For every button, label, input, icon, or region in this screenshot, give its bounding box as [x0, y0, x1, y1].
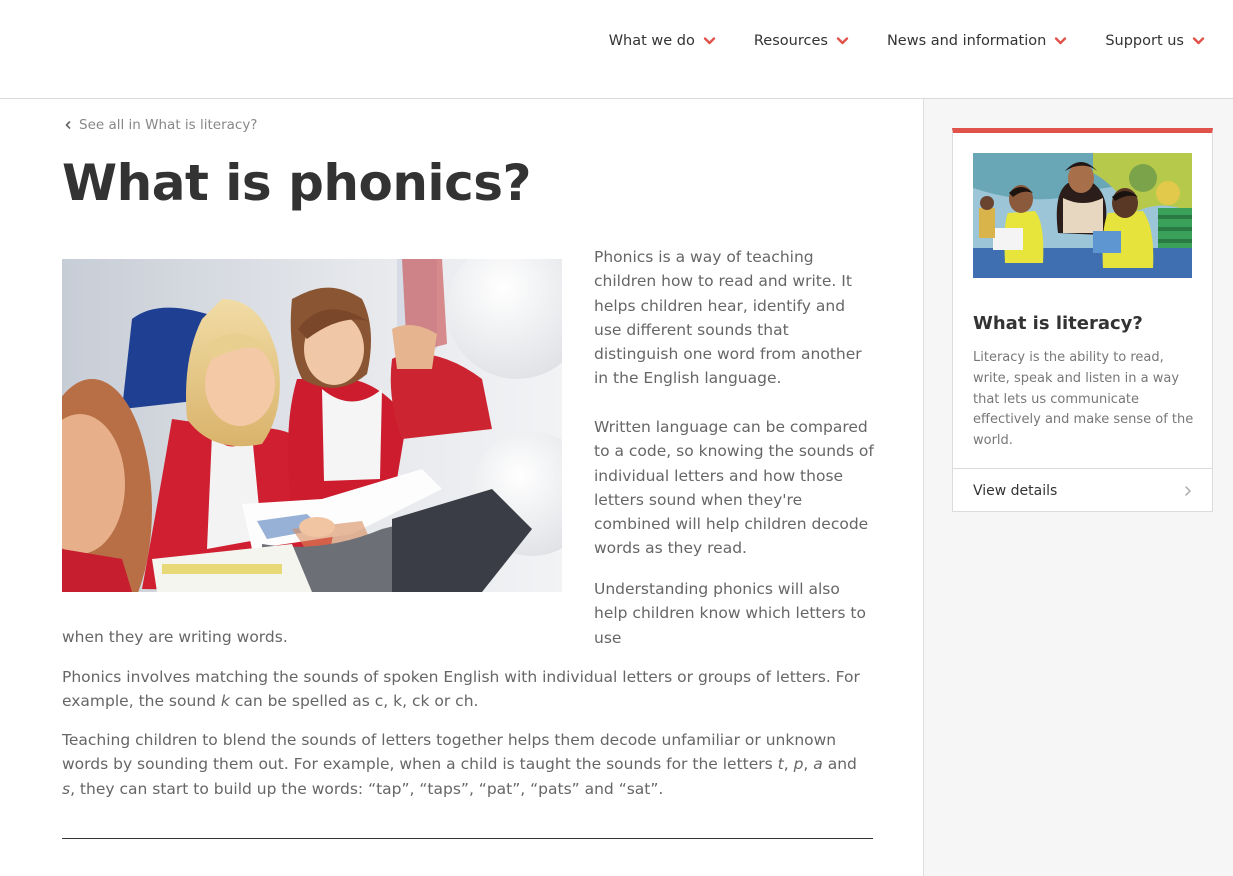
breadcrumb-label: See all in What is literacy? — [79, 117, 258, 133]
emphasis: s — [62, 779, 71, 798]
text-span: , — [783, 755, 794, 774]
site-header — [0, 0, 1233, 99]
text-span: can be spelled as c, k, ck or ch. — [229, 692, 479, 711]
nav-item-label: News and information — [886, 33, 1047, 49]
chevron-down-icon — [1192, 36, 1205, 46]
chevron-down-icon — [703, 36, 716, 46]
emphasis: p — [793, 755, 804, 774]
code-paragraph: Written language can be compared to a code, so knowing the sounds of individual letters and how those letters sound when they're combined will help children decode words as they read. — [594, 418, 874, 558]
matching-paragraph — [62, 665, 873, 714]
related-card — [952, 128, 1213, 512]
chevron-down-icon — [836, 36, 849, 46]
page-title: What is phonics? — [62, 154, 531, 212]
divider — [62, 838, 873, 839]
writing-paragraph: Understanding phonics will also help children know which letters to use — [594, 580, 866, 647]
article-photo — [62, 259, 562, 592]
emphasis: a — [813, 755, 823, 774]
nav-item-what-we-do[interactable] — [609, 33, 716, 49]
text-span: , — [803, 755, 814, 774]
card-description: Literacy is the ability to read, write, speak and listen in a way that lets us communicate effectively and make sense of the world. — [973, 350, 1194, 449]
chevron-right-icon — [1184, 485, 1192, 497]
text-span: , they can start to build up the words: “tap”, “taps”, “pat”, “pats” and “sat”. — [70, 779, 664, 798]
breadcrumb[interactable] — [62, 117, 257, 133]
text-span: and — [822, 755, 857, 774]
intro-paragraph: Phonics is a way of teaching children how to read and write. It helps children hear, identify and use different sounds that distinguish one word from another in the English language. — [594, 248, 862, 388]
nav-item-resources[interactable] — [754, 33, 849, 49]
nav-item-label: What we do — [608, 33, 695, 49]
main-nav — [609, 33, 1205, 49]
nav-item-label: Resources — [753, 33, 828, 49]
nav-item-support-us[interactable] — [1105, 33, 1205, 49]
emphasis: t — [777, 755, 784, 774]
text-span: Teaching children to blend the sounds of letters together helps them decode unfamiliar or unknown words by sounding them out. For example, when a child is taught the sounds for the letters — [62, 731, 837, 774]
nav-item-news-and-information[interactable] — [887, 33, 1067, 49]
view-details-link[interactable] — [953, 469, 1212, 512]
card-photo — [973, 153, 1192, 278]
emphasis: k — [220, 692, 230, 711]
chevron-down-icon — [1054, 36, 1067, 46]
chevron-left-icon — [62, 119, 74, 131]
view-details-label: View details — [973, 482, 1058, 499]
text-span: Phonics involves matching the sounds of spoken English with individual letters or groups of letters. For example, the sound — [62, 668, 860, 711]
writing-paragraph-continued: when they are writing words. — [62, 628, 288, 646]
card-title: What is literacy? — [973, 313, 1143, 334]
nav-item-label: Support us — [1105, 33, 1184, 49]
blending-paragraph — [62, 728, 873, 801]
